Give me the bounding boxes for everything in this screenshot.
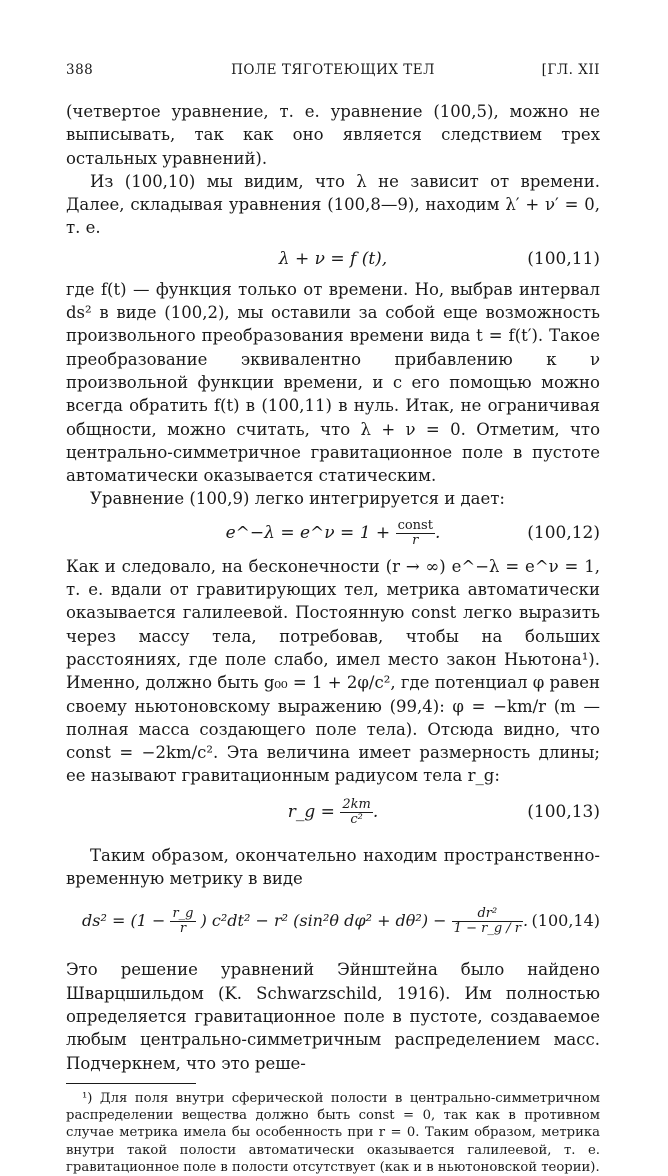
- paragraph-1: (четвертое уравнение, т. е. уравнение (100,5), можно не выписывать, так как оно является следствием трех остальных уравнений).: [66, 102, 600, 168]
- equation-100-11-number: (100,11): [527, 248, 600, 269]
- equation-100-14-tail: .: [523, 911, 529, 931]
- fraction-denominator: c²: [350, 811, 363, 827]
- paragraph-4: Уравнение (100,9) легко интегрируется и дает:: [90, 489, 505, 509]
- equation-100-12: [66, 511, 600, 555]
- equation-100-12-body: [66, 511, 600, 555]
- running-header: [66, 62, 600, 84]
- equation-100-14-number: (100,14): [531, 911, 600, 931]
- footnote-rule: [66, 1083, 196, 1084]
- equation-100-14-part1: ds² = (1 −: [82, 911, 166, 931]
- equation-100-14-body: [82, 890, 600, 952]
- page-number: 388: [66, 62, 94, 78]
- equation-100-13-body: [66, 788, 600, 836]
- equation-100-13-fraction: [340, 798, 372, 827]
- equation-100-13: [66, 788, 600, 836]
- chapter-marker: [ГЛ. XII: [541, 62, 600, 78]
- paragraph-7: Это решение уравнений Эйнштейна было найдено Шварцшильдом (K. Schwarzschild, 1916). Им полностью определяется гравитационное поле в пустоте, создаваемое любым центрально-симметричным распределением масс. Подчеркнем, что это реше-: [66, 960, 600, 1073]
- equation-100-14-part2: ) c²dt² − r² (sin²θ dφ² + dθ²) −: [200, 911, 447, 931]
- running-title: ПОЛЕ ТЯГОТЕЮЩИХ ТЕЛ: [231, 62, 435, 78]
- fraction-numerator: 2km: [342, 796, 371, 812]
- equation-100-12-tail: .: [434, 522, 441, 543]
- equation-100-13-number: (100,13): [527, 801, 600, 822]
- paragraph-2: Из (100,10) мы видим, что λ не зависит от времени. Далее, складывая уравнения (100,8—9), находим λ′ + ν′ = 0, т. е.: [66, 171, 600, 238]
- equation-100-11: [66, 240, 600, 278]
- fraction-numerator: const: [397, 517, 433, 533]
- equation-100-12-fraction: [396, 519, 435, 548]
- fraction-numerator: dr²: [452, 907, 523, 922]
- fraction-denominator: 1 − r_g / r: [453, 921, 521, 937]
- footnote: ¹) Для поля внутри сферической полости в центрально-симметричном распределении вещества должно быть const = 0, так как в противном случае метрика имела бы особенность при r = 0. Таким образом, метрика внутри такой полости автоматически оказывается галилеевой, т. е. гравитационное поле в полости отсутствует (как и в ньютоновской теории).: [66, 1090, 600, 1175]
- fraction-denominator: r: [412, 532, 419, 548]
- paragraph-6: Таким образом, окончательно находим пространственно-временную метрику в виде: [66, 845, 600, 889]
- fraction-numerator: r_g: [172, 906, 194, 922]
- equation-100-14-rg-fraction: [170, 907, 195, 936]
- equation-100-14: [66, 890, 600, 952]
- fraction-denominator: r: [179, 921, 187, 937]
- paragraph-5: Как и следовало, на бесконечности (r → ∞) e^−λ = e^ν = 1, т. е. вдали от гравитирующих тел, метрика автоматически оказывается галилеевой. Постоянную const легко выразить через массу тела, потребовав, чтобы на больших расстояниях, где поле слабо, имел место закон Ньютона¹). Именно, должно быть g₀₀ = 1 + 2φ/c², где потенциал φ равен своему ньютоновскому выражению (99,4): φ = −km/r (m — полная масса создающего поле тела). Отсюда видно, что const = −2km/c². Эта величина имеет размерность длины; ее называют гравитационным радиусом тела r_g:: [66, 556, 600, 786]
- equation-100-12-lhs: e^−λ = e^ν = 1 +: [225, 522, 391, 543]
- equation-100-13-tail: .: [372, 801, 379, 822]
- equation-100-14-dr-fraction: [452, 907, 523, 936]
- equation-100-11-body: λ + ν = f (t),: [278, 248, 388, 269]
- equation-100-12-number: (100,12): [527, 522, 600, 543]
- equation-100-13-lhs: r_g =: [287, 801, 335, 822]
- book-page: [66, 62, 600, 1176]
- paragraph-3: где f(t) — функция только от времени. Но, выбрав интервал ds² в виде (100,2), мы оставили за собой еще возможность произвольного преобразования времени вида t = f(t′). Такое преобразование эквивалентно прибавлению к ν произвольной функции времени, и с его помощью можно всегда обратить f(t) в (100,11) в нуль. Итак, не ограничивая общности, можно считать, что λ + ν = 0. Отметим, что центрально-симметричное гравитационное поле в пустоте автоматически оказывается статическим.: [66, 279, 600, 486]
